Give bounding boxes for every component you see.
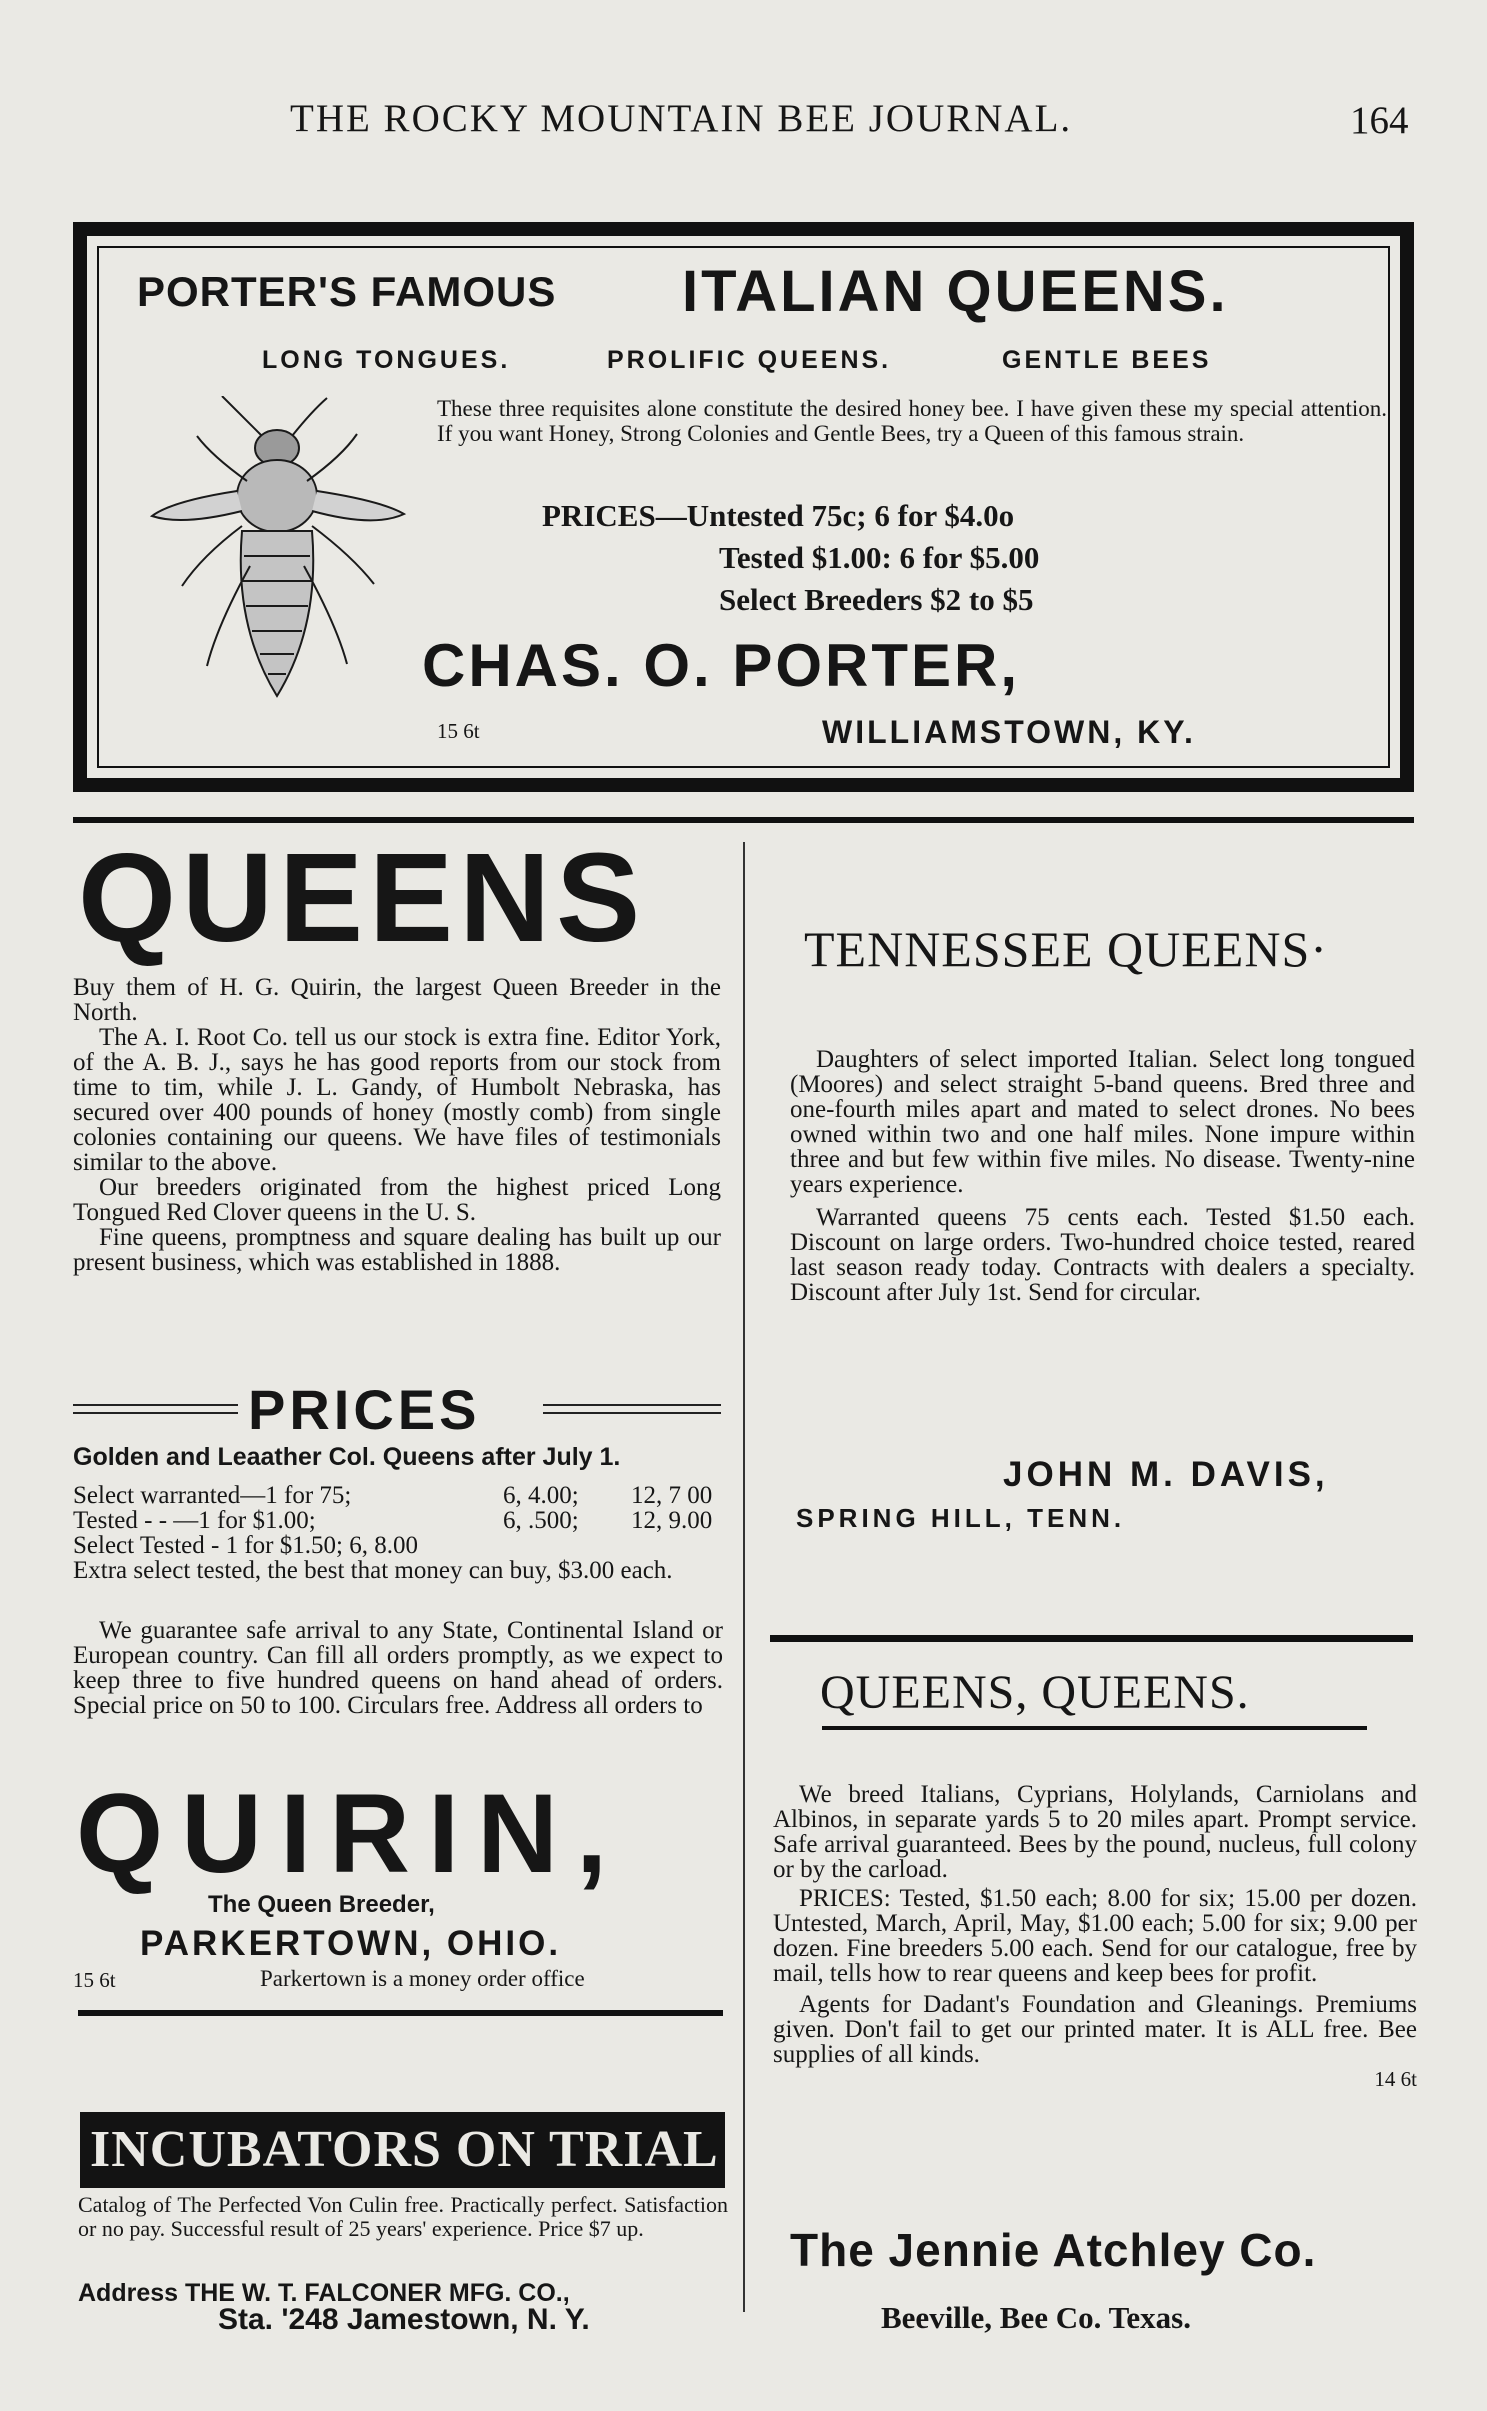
porter-price-untested: PRICES—Untested 75c; 6 for $4.0o [542, 498, 1015, 533]
quirin-paragraph-4: Fine queens, promptness and square dealing has built up our present business, which was established in 1888. [73, 1224, 721, 1276]
price-row-label: Select warranted—1 for 75; [73, 1482, 352, 1509]
quirin-name: QUIRIN, [76, 1771, 626, 1896]
davis-town: SPRING HILL, TENN. [796, 1503, 1126, 1533]
incubator-banner [80, 2112, 725, 2188]
left-column-rule [78, 2010, 723, 2016]
atchley-town: Beeville, Bee Co. Texas. [881, 2300, 1191, 2335]
porter-tagline-1: LONG TONGUES. [262, 346, 511, 374]
quirin-paragraph-2: The A. I. Root Co. tell us our stock is extra fine. Editor York, of the A. B. J., says he has good reports from our stock from time to tim, while J. L. Gandy, of Humbolt Nebraska, has secured over 400 pounds of honey (mostly comb) from single colonies containing our queens. We have files of testimonials similar to the above. [73, 1024, 721, 1176]
quirin-note: Parkertown is a money order office [260, 1966, 585, 1991]
incubator-description: Catalog of The Perfected Von Culin free. Practically perfect. Satisfaction or no pay. Successful result of 25 years' experience. Price $7 up. [78, 2192, 728, 2241]
quirin-code: 15 6t [73, 1968, 116, 1992]
running-title: THE ROCKY MOUNTAIN BEE JOURNAL. [290, 97, 1073, 140]
atchley-title: QUEENS, QUEENS. [820, 1666, 1250, 1719]
incubator-location: Sta. '248 Jamestown, N. Y. [218, 2303, 590, 2336]
section-rule [73, 817, 1414, 823]
porter-title-prefix: PORTER'S FAMOUS [137, 268, 557, 315]
quirin-town: PARKERTOWN, OHIO. [140, 1924, 562, 1963]
column-divider [743, 842, 745, 2312]
atchley-name: The Jennie Atchley Co. [790, 2224, 1317, 2276]
porter-name: CHAS. O. PORTER, [422, 632, 1021, 699]
incubator-address: Address THE W. T. FALCONER MFG. CO., [78, 2279, 570, 2307]
right-column-rule [770, 1635, 1413, 1642]
davis-paragraph-2: Warranted queens 75 cents each. Tested $1.50 each. Discount on large orders. Two-hundred choice tested, reared last season ready today. Contracts with dealers a specialty. Discount after July 1st. Send for circular. [790, 1204, 1415, 1306]
porter-description: These three requisites alone constitute the desired honey bee. I have given these my special attention. If you want Honey, Strong Colonies and Gentle Bees, try a Queen of this famous strain. [437, 396, 1387, 446]
prices-heading-text: PRICES [248, 1378, 481, 1441]
quirin-body [73, 975, 721, 1275]
price-row-label: Tested - - —1 for $1.00; [73, 1507, 316, 1534]
quirin-paragraph-3: Our breeders originated from the highest priced Long Tongued Red Clover queens in the U. S. [73, 1174, 721, 1226]
davis-name: JOHN M. DAVIS, [1003, 1455, 1329, 1494]
porter-price-breeders: Select Breeders $2 to $5 [719, 582, 1034, 617]
porter-tagline-3: GENTLE BEES [1002, 346, 1212, 374]
price-row-label: Select Tested - 1 for $1.50; 6, 8.00 [73, 1532, 418, 1559]
price-row-six: 6, 4.00; [503, 1482, 579, 1509]
porter-code: 15 6t [437, 719, 480, 743]
price-row-twelve: 12, 7 00 [631, 1482, 713, 1509]
atchley-code: 14 6t [1374, 2067, 1417, 2091]
prices-rule-left-2 [73, 1412, 238, 1414]
porter-price-tested: Tested $1.00: 6 for $5.00 [719, 540, 1040, 575]
price-row [73, 1533, 729, 1558]
quirin-headline: QUEENS [78, 827, 647, 968]
prices-subheading: Golden and Leaather Col. Queens after July 1. [73, 1443, 621, 1471]
atchley-paragraph-2: PRICES: Tested, $1.50 each; 8.00 for six; 15.00 per dozen. Untested, March, April, May, $1.00 each; 5.00 for six; 9.00 per dozen. Fine breeders 5.00 each. Send for our catalogue, free by mail, tells how to rear queens and keep bees for profit. [773, 1885, 1417, 1987]
page-number: 164 [1350, 99, 1409, 142]
porter-advertisement [73, 222, 1414, 792]
guarantee-text: We guarantee safe arrival to any State, Continental Island or European country. Can fill all orders promptly, as we expect to keep three to five hundred queens on hand ahead of orders. Special price on 50 to 100. Circulars free. Address all orders to [73, 1617, 723, 1719]
porter-tagline-2: PROLIFIC QUEENS. [607, 346, 892, 374]
atchley-body [773, 1782, 1417, 2091]
atchley-paragraph-3: Agents for Dadant's Foundation and Gleanings. Premiums given. Don't fail to get our printed mater. It is ALL free. Bee supplies of all kinds. [773, 1991, 1417, 2068]
atchley-paragraph-1: We breed Italians, Cyprians, Holylands, Carniolans and Albinos, in separate yards 5 to 20 miles apart. Prompt service. Safe arrival guaranteed. Bees by the pound, nucleus, full colony or by the carload. [773, 1781, 1417, 1883]
extra-select-line: Extra select tested, the best that money can buy, $3.00 each. [73, 1557, 673, 1584]
incubator-banner-text: INCUBATORS ON TRIAL [90, 2121, 719, 2178]
quirin-guarantee [73, 1618, 723, 1718]
price-table [73, 1483, 729, 1583]
quirin-subtitle: The Queen Breeder, [208, 1891, 435, 1918]
bee-illustration [142, 396, 422, 726]
quirin-paragraph-1: Buy them of H. G. Quirin, the largest Queen Breeder in the North. [73, 974, 721, 1026]
price-row-twelve: 12, 9.00 [631, 1507, 713, 1534]
porter-title-main: ITALIAN QUEENS. [682, 259, 1229, 324]
prices-rule-left [73, 1404, 238, 1406]
atchley-title-underline [822, 1726, 1367, 1730]
davis-body [790, 1047, 1415, 1305]
prices-rule-right-2 [543, 1412, 721, 1414]
prices-rule-right [543, 1404, 721, 1406]
davis-title: TENNESSEE QUEENS· [804, 921, 1328, 977]
davis-paragraph-1: Daughters of select imported Italian. Select long tongued (Moores) and select straight 5-band queens. Bred three and one-fourth miles apart and mated to select drones. No bees owned within two and one half miles. None impure within three and but few within five miles. No disease. Twenty-nine years experience. [790, 1046, 1415, 1198]
porter-city: WILLIAMSTOWN, KY. [822, 714, 1196, 750]
prices-heading [73, 1380, 721, 1440]
price-row [73, 1508, 729, 1533]
price-row [73, 1483, 729, 1508]
price-row-six: 6, .500; [503, 1507, 579, 1534]
